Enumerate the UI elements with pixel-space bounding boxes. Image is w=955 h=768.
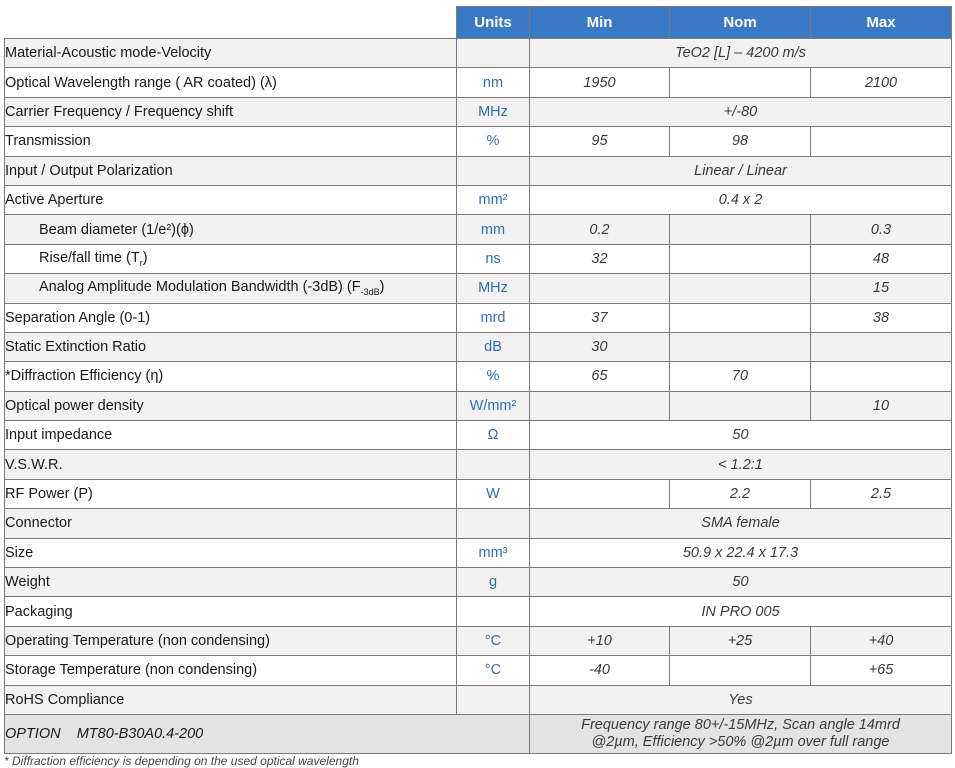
param-label: RF Power (P) — [5, 479, 457, 508]
unit-cell: MHz — [457, 274, 530, 303]
value-cell-min — [530, 391, 670, 420]
value-cell-nom — [670, 303, 811, 332]
param-label: Operating Temperature (non condensing) — [5, 626, 457, 655]
value-cell-nom — [670, 244, 811, 273]
table-row — [5, 185, 952, 214]
header-blank — [5, 7, 457, 39]
unit-cell: MHz — [457, 97, 530, 126]
unit-cell: nm — [457, 68, 530, 97]
table-row — [5, 303, 952, 332]
value-cell-max — [811, 127, 952, 156]
table-row — [5, 656, 952, 685]
unit-cell — [457, 597, 530, 626]
value-cell-max: 2.5 — [811, 479, 952, 508]
param-label: Static Extinction Ratio — [5, 332, 457, 361]
option-description — [530, 714, 952, 753]
unit-cell — [457, 156, 530, 185]
unit-cell: °C — [457, 626, 530, 655]
value-cell-nom: 2.2 — [670, 479, 811, 508]
value-cell-min: -40 — [530, 656, 670, 685]
unit-cell: W/mm² — [457, 391, 530, 420]
param-label: Storage Temperature (non condensing) — [5, 656, 457, 685]
value-cell-nom — [670, 68, 811, 97]
param-label: Connector — [5, 509, 457, 538]
value-cell-span: +/-80 — [530, 97, 952, 126]
value-cell-nom: +25 — [670, 626, 811, 655]
unit-cell: Ω — [457, 421, 530, 450]
header-max: Max — [811, 7, 952, 39]
table-row — [5, 215, 952, 244]
table-row — [5, 626, 952, 655]
value-cell-nom — [670, 332, 811, 361]
value-cell-min: 30 — [530, 332, 670, 361]
value-cell-span: Linear / Linear — [530, 156, 952, 185]
unit-cell: % — [457, 127, 530, 156]
param-label — [5, 244, 457, 273]
table-row — [5, 509, 952, 538]
value-cell-min: 0.2 — [530, 215, 670, 244]
value-cell-span: < 1.2:1 — [530, 450, 952, 479]
table-row — [5, 450, 952, 479]
option-row — [5, 714, 952, 753]
table-row — [5, 68, 952, 97]
value-cell-nom — [670, 656, 811, 685]
param-label: Size — [5, 538, 457, 567]
param-label: Material-Acoustic mode-Velocity — [5, 39, 457, 68]
value-cell-span: SMA female — [530, 509, 952, 538]
value-cell-max — [811, 332, 952, 361]
value-cell-min: 95 — [530, 127, 670, 156]
unit-cell: dB — [457, 332, 530, 361]
table-row — [5, 362, 952, 391]
footnote: * Diffraction efficiency is depending on the used optical wavelength — [4, 754, 359, 768]
table-row — [5, 274, 952, 303]
unit-cell: % — [457, 362, 530, 391]
param-label-text: Rise/fall time (T — [39, 249, 140, 266]
param-label: RoHS Compliance — [5, 685, 457, 714]
value-cell-nom: 98 — [670, 127, 811, 156]
param-label: Optical Wavelength range ( AR coated) (λ) — [5, 68, 457, 97]
value-cell-span: 50 — [530, 568, 952, 597]
table-row — [5, 244, 952, 273]
param-label: Beam diameter (1/e²)(ϕ) — [5, 215, 457, 244]
spec-body — [5, 39, 952, 754]
table-row — [5, 332, 952, 361]
value-cell-span: 50.9 x 22.4 x 17.3 — [530, 538, 952, 567]
value-cell-min: 65 — [530, 362, 670, 391]
param-label-end: ) — [142, 249, 148, 266]
unit-cell: g — [457, 568, 530, 597]
param-label-subscript: r — [139, 257, 143, 268]
value-cell-span: Yes — [530, 685, 952, 714]
header-nom: Nom — [670, 7, 811, 39]
table-row — [5, 538, 952, 567]
unit-cell: mm³ — [457, 538, 530, 567]
unit-cell: mm — [457, 215, 530, 244]
value-cell-min — [530, 479, 670, 508]
table-row — [5, 685, 952, 714]
value-cell-max: 48 — [811, 244, 952, 273]
value-cell-min: 1950 — [530, 68, 670, 97]
value-cell-span: TeO2 [L] – 4200 m/s — [530, 39, 952, 68]
unit-cell — [457, 39, 530, 68]
value-cell-max: 0.3 — [811, 215, 952, 244]
value-cell-max: 10 — [811, 391, 952, 420]
unit-cell: W — [457, 479, 530, 508]
value-cell-max: +65 — [811, 656, 952, 685]
param-label: V.S.W.R. — [5, 450, 457, 479]
value-cell-min: 37 — [530, 303, 670, 332]
value-cell-min: 32 — [530, 244, 670, 273]
header-units: Units — [457, 7, 530, 39]
value-cell-nom — [670, 274, 811, 303]
value-cell-max: 38 — [811, 303, 952, 332]
unit-cell — [457, 450, 530, 479]
value-cell-nom — [670, 215, 811, 244]
param-label: Weight — [5, 568, 457, 597]
value-cell-max: 2100 — [811, 68, 952, 97]
table-row — [5, 156, 952, 185]
param-label: Separation Angle (0-1) — [5, 303, 457, 332]
table-row — [5, 597, 952, 626]
table-row — [5, 391, 952, 420]
table-row — [5, 421, 952, 450]
unit-cell — [457, 509, 530, 538]
option-line-1: Frequency range 80+/-15MHz, Scan angle 14mrd — [581, 716, 900, 733]
param-label: Active Aperture — [5, 185, 457, 214]
value-cell-span: 50 — [530, 421, 952, 450]
param-label: Optical power density — [5, 391, 457, 420]
unit-cell — [457, 685, 530, 714]
value-cell-nom — [670, 391, 811, 420]
value-cell-max — [811, 362, 952, 391]
option-line-2: @2µm, Efficiency >50% @2µm over full range — [591, 733, 890, 750]
param-label: Carrier Frequency / Frequency shift — [5, 97, 457, 126]
table-row — [5, 568, 952, 597]
unit-cell: mm² — [457, 185, 530, 214]
param-label: Input impedance — [5, 421, 457, 450]
header-min: Min — [530, 7, 670, 39]
unit-cell: mrd — [457, 303, 530, 332]
param-label: *Diffraction Efficiency (η) — [5, 362, 457, 391]
param-label: Input / Output Polarization — [5, 156, 457, 185]
param-label: Transmission — [5, 127, 457, 156]
table-row — [5, 127, 952, 156]
param-label-text: Analog Amplitude Modulation Bandwidth (-3dB) (F — [39, 279, 361, 296]
param-label-subscript: -3dB — [360, 287, 380, 298]
unit-cell: °C — [457, 656, 530, 685]
table-row — [5, 39, 952, 68]
table-row — [5, 97, 952, 126]
value-cell-span: IN PRO 005 — [530, 597, 952, 626]
param-label-end: ) — [379, 279, 385, 296]
param-label — [5, 274, 457, 303]
value-cell-min: +10 — [530, 626, 670, 655]
header-row — [5, 7, 952, 39]
option-label: OPTION MT80-B30A0.4-200 — [5, 714, 530, 753]
value-cell-nom: 70 — [670, 362, 811, 391]
value-cell-span: 0.4 x 2 — [530, 185, 952, 214]
table-row — [5, 479, 952, 508]
value-cell-max: 15 — [811, 274, 952, 303]
value-cell-min — [530, 274, 670, 303]
param-label: Packaging — [5, 597, 457, 626]
value-cell-max: +40 — [811, 626, 952, 655]
spec-table — [4, 6, 952, 754]
unit-cell: ns — [457, 244, 530, 273]
